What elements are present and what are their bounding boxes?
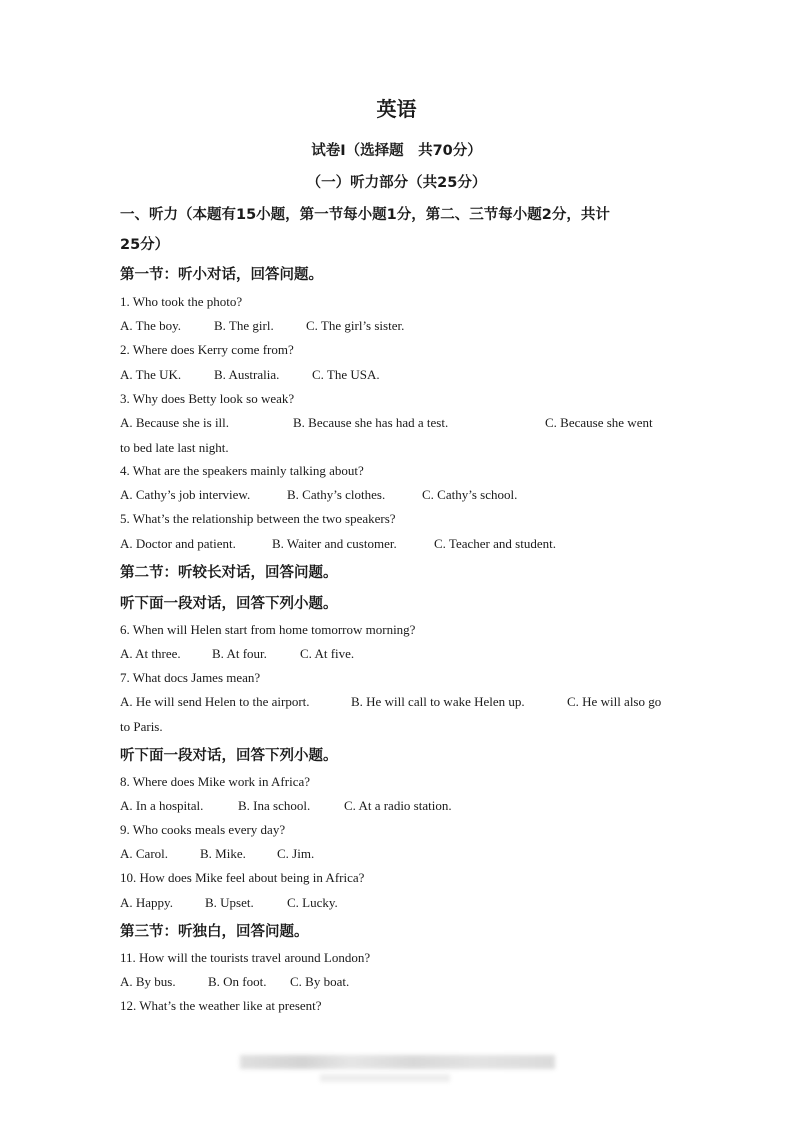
dialogue-instruction: 听下面一段对话，回答下列小题。 <box>120 748 338 764</box>
question-4: 4. What are the speakers mainly talking about? <box>120 463 364 478</box>
option-c: C. At five. <box>300 646 355 661</box>
question-6: 6. When will Helen start from home tomorrow morning? <box>120 622 416 637</box>
question-6-options <box>120 646 680 666</box>
question-8: 8. Where does Mike work in Africa? <box>120 774 311 789</box>
question-9: 9. Who cooks meals every day? <box>120 822 286 837</box>
question-7: 7. What docs James mean? <box>120 670 261 685</box>
option-a: A. At three. <box>120 646 181 661</box>
part-subtitle: （一）听力部分（共25分） <box>306 175 487 191</box>
option-b: B. The girl. <box>214 318 274 333</box>
option-b: B. On foot. <box>208 974 267 989</box>
question-9-options <box>120 846 680 866</box>
option-b: B. He will call to wake Helen up. <box>351 694 525 709</box>
question-10-options <box>120 895 680 915</box>
question-2: 2. Where does Kerry come from? <box>120 342 294 357</box>
option-c: C. Teacher and student. <box>434 536 556 551</box>
option-c-continuation: to Paris. <box>120 719 163 734</box>
option-b: B. Mike. <box>200 846 246 861</box>
option-a: A. Cathy’s job interview. <box>120 487 251 502</box>
section-3-heading: 第三节：听独白，回答问题。 <box>120 924 309 940</box>
question-10: 10. How does Mike feel about being in Africa? <box>120 870 365 885</box>
option-a: A. Carol. <box>120 846 169 861</box>
listening-heading-cont: 25分） <box>120 237 170 253</box>
option-a: A. Happy. <box>120 895 173 910</box>
option-c: C. The USA. <box>312 367 380 382</box>
question-11-options <box>120 974 680 994</box>
option-a: A. The UK. <box>120 367 182 382</box>
question-5: 5. What’s the relationship between the two speakers? <box>120 511 396 526</box>
option-c: C. By boat. <box>290 974 350 989</box>
option-a: A. Doctor and patient. <box>120 536 236 551</box>
blurred-footer <box>240 1055 555 1069</box>
option-c: C. Because she went <box>545 415 653 430</box>
option-b: B. At four. <box>212 646 267 661</box>
option-a: A. In a hospital. <box>120 798 204 813</box>
option-c: C. Jim. <box>277 846 315 861</box>
option-a: A. Because she is ill. <box>120 415 230 430</box>
dialogue-instruction: 听下面一段对话，回答下列小题。 <box>120 596 338 612</box>
question-2-options <box>120 367 680 387</box>
option-a: A. He will send Helen to the airport. <box>120 694 310 709</box>
option-a: A. The boy. <box>120 318 182 333</box>
option-c-continuation: to bed late last night. <box>120 440 229 455</box>
section-2-heading: 第二节：听较长对话，回答问题。 <box>120 565 338 581</box>
question-12: 12. What’s the weather like at present? <box>120 998 322 1013</box>
question-8-options <box>120 798 680 818</box>
option-b: B. Cathy’s clothes. <box>287 487 386 502</box>
page-title: 英语 <box>376 97 417 121</box>
question-1: 1. Who took the photo? <box>120 294 243 309</box>
option-c: C. Cathy’s school. <box>422 487 518 502</box>
question-3: 3. Why does Betty look so weak? <box>120 391 295 406</box>
option-b: B. Because she has had a test. <box>293 415 449 430</box>
question-1-options <box>120 318 680 338</box>
option-a: A. By bus. <box>120 974 176 989</box>
question-4-options <box>120 487 680 507</box>
question-3-options <box>120 415 680 435</box>
listening-heading: 一、听力（本题有15小题，第一节每小题1分，第二、三节每小题2分，共计 <box>120 207 610 223</box>
option-b: B. Waiter and customer. <box>272 536 397 551</box>
option-b: B. Upset. <box>205 895 254 910</box>
paper-subtitle: 试卷Ⅰ（选择题 共70分） <box>311 143 482 159</box>
blurred-footer-sub <box>320 1074 450 1082</box>
option-c: C. He will also go <box>567 694 662 709</box>
question-7-options <box>120 694 680 714</box>
option-c: C. At a radio station. <box>344 798 452 813</box>
question-5-options <box>120 536 680 556</box>
option-c: C. Lucky. <box>287 895 338 910</box>
option-b: B. Australia. <box>214 367 280 382</box>
option-b: B. Ina school. <box>238 798 311 813</box>
section-1-heading: 第一节：听小对话，回答问题。 <box>120 267 323 283</box>
question-11: 11. How will the tourists travel around London? <box>120 950 371 965</box>
option-c: C. The girl’s sister. <box>306 318 405 333</box>
